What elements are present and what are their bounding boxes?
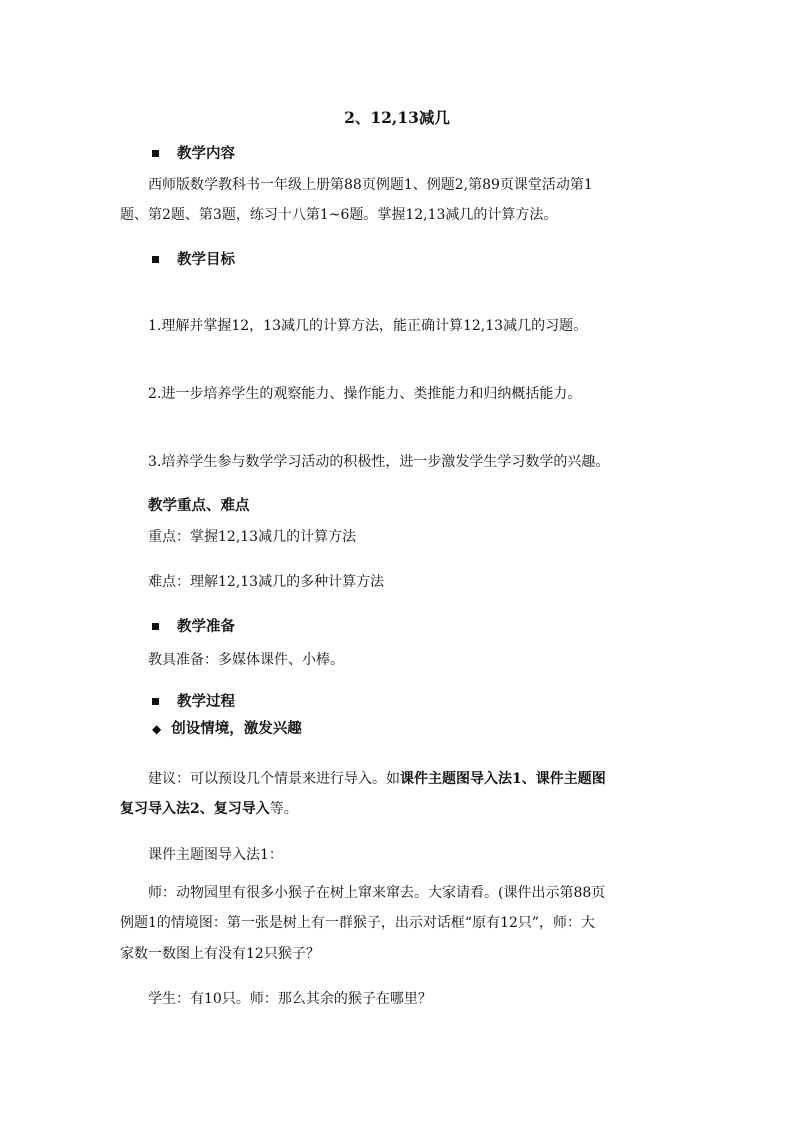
suggestion-end-text: 等。 <box>269 801 298 817</box>
suggestion-text: 建议：可以预设几个情景来进行导入。如 <box>148 771 400 787</box>
section-heading-process <box>152 692 235 712</box>
suggestion-bold-text: 课件主题图导入法1、课件主题图 <box>400 771 606 787</box>
suggestion-line-2 <box>120 799 298 819</box>
heading-text: 教学准备 <box>177 618 235 635</box>
goal-item-3: 3.培养学生参与数学学习活动的积极性，进一步激发学生学习数学的兴趣。 <box>148 454 610 470</box>
square-bullet-icon <box>152 256 159 263</box>
section-heading-key-points: 教学重点、难点 <box>148 497 250 514</box>
teacher-line-1: 师：动物园里有很多小猴子在树上窜来窜去。大家请看。(课件出示第88页 <box>148 885 606 901</box>
student-line: 学生：有10只。师：那么其余的猴子在哪里？ <box>148 991 432 1007</box>
section-heading-prep <box>152 617 235 637</box>
square-bullet-icon <box>152 150 159 157</box>
square-bullet-icon <box>152 698 159 705</box>
content-text-line-2: 题、第2题、第3题，练习十八第1~6题。掌握12,13减几的计算方法。 <box>120 207 558 223</box>
key-point-difficulty: 难点：理解12,13减几的多种计算方法 <box>148 574 385 590</box>
square-bullet-icon <box>152 623 159 630</box>
process-subheading <box>152 719 302 739</box>
section-heading-content <box>152 144 235 164</box>
heading-text: 教学过程 <box>177 693 235 710</box>
goal-item-2: 2.进一步培养学生的观察能力、操作能力、类推能力和归纳概括能力。 <box>148 386 582 402</box>
section-heading-goals <box>152 250 235 270</box>
document-title: 2、12,13减几 <box>344 108 450 127</box>
prep-text: 教具准备：多媒体课件、小棒。 <box>148 652 344 668</box>
content-text-line-1: 西师版数学教科书一年级上册第88页例题1、例题2,第89页课堂活动第1 <box>148 177 593 193</box>
suggestion-line-1 <box>148 769 606 789</box>
goal-item-1: 1.理解并掌握12，13减几的计算方法，能正确计算12,13减几的习题。 <box>148 318 588 334</box>
teacher-line-3: 家数一数图上有没有12只猴子？ <box>120 946 320 962</box>
subheading-text: 创设情境，激发兴趣 <box>171 720 302 737</box>
teacher-line-2: 例题1的情境图：第一张是树上有一群猴子，出示对话框“原有12只”，师：大 <box>120 915 596 931</box>
heading-text: 教学内容 <box>177 145 235 162</box>
suggestion-bold-text: 复习导入法2、复习导入 <box>120 801 270 817</box>
method-label: 课件主题图导入法1： <box>148 847 283 863</box>
heading-text: 教学目标 <box>177 251 235 268</box>
key-point-focus: 重点：掌握12,13减几的计算方法 <box>148 529 357 545</box>
diamond-bullet-icon: ◆ <box>152 722 162 736</box>
